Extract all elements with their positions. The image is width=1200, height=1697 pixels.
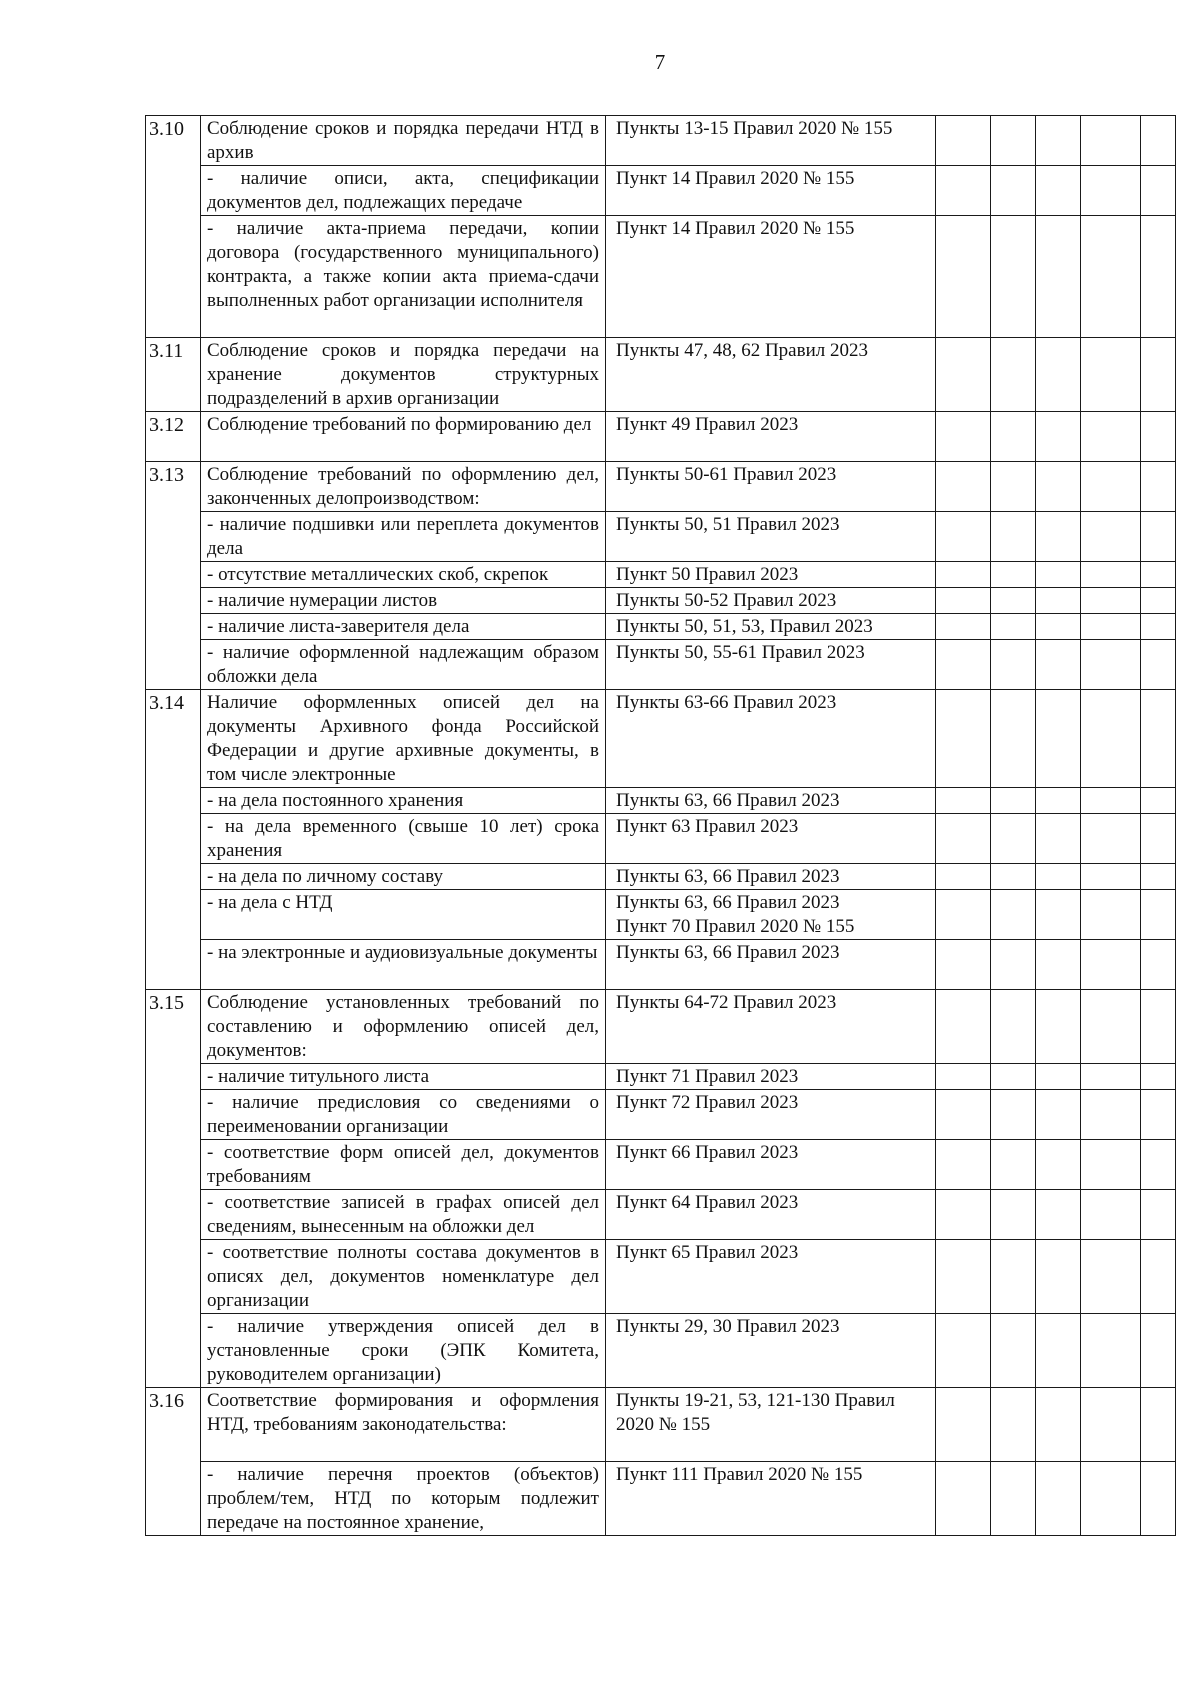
mark-cell xyxy=(1141,462,1176,512)
reference-cell xyxy=(606,1190,936,1240)
mark-cell xyxy=(936,562,991,588)
mark-cell xyxy=(1141,338,1176,412)
mark-cell xyxy=(991,990,1036,1064)
table-row xyxy=(146,412,1176,462)
mark-cell xyxy=(936,640,991,690)
requirement-text: - наличие утверждения описей дел в установленные сроки (ЭПК Комитета, руководителем организации) xyxy=(201,1314,606,1388)
mark-cell xyxy=(1036,562,1081,588)
mark-cell xyxy=(991,690,1036,788)
mark-cell xyxy=(991,462,1036,512)
mark-cell xyxy=(1141,890,1176,940)
table-row xyxy=(146,216,1176,338)
mark-cell xyxy=(1036,990,1081,1064)
mark-cell xyxy=(936,940,991,990)
reference-cell xyxy=(606,116,936,166)
reference-cell xyxy=(606,940,936,990)
mark-cell xyxy=(1036,588,1081,614)
requirement-text: - соответствие записей в графах описей дел сведениям, вынесенным на обложки дел xyxy=(201,1190,606,1240)
reference-cell xyxy=(606,614,936,640)
reference-cell xyxy=(606,512,936,562)
mark-cell xyxy=(991,588,1036,614)
mark-cell xyxy=(1036,216,1081,338)
item-number xyxy=(146,1190,201,1240)
reference-cell xyxy=(606,890,936,940)
mark-cell xyxy=(936,1388,991,1462)
reference-cell xyxy=(606,788,936,814)
requirement-text: - наличие нумерации листов xyxy=(201,588,606,614)
requirement-text: - на дела по личному составу xyxy=(201,864,606,890)
mark-cell xyxy=(936,1064,991,1090)
mark-cell xyxy=(1036,116,1081,166)
mark-cell xyxy=(1141,690,1176,788)
table-row xyxy=(146,990,1176,1064)
reference-cell xyxy=(606,640,936,690)
mark-cell xyxy=(1036,1140,1081,1190)
requirement-text: - отсутствие металлических скоб, скрепок xyxy=(201,562,606,588)
requirement-text: Соблюдение установленных требований по составлению и оформлению описей дел, документов: xyxy=(201,990,606,1064)
mark-cell xyxy=(1036,890,1081,940)
item-number xyxy=(146,1462,201,1536)
mark-cell xyxy=(1081,338,1141,412)
mark-cell xyxy=(1081,216,1141,338)
mark-cell xyxy=(1081,940,1141,990)
reference-text: Пункт 49 Правил 2023 xyxy=(616,414,799,435)
mark-cell xyxy=(1036,1064,1081,1090)
mark-cell xyxy=(1081,1240,1141,1314)
mark-cell xyxy=(1036,788,1081,814)
table-row xyxy=(146,890,1176,940)
requirement-text: - наличие подшивки или переплета документов дела xyxy=(201,512,606,562)
reference-cell xyxy=(606,588,936,614)
reference-cell xyxy=(606,166,936,216)
mark-cell xyxy=(1036,1190,1081,1240)
table-row xyxy=(146,1140,1176,1190)
mark-cell xyxy=(1081,588,1141,614)
mark-cell xyxy=(936,462,991,512)
reference-cell xyxy=(606,462,936,512)
mark-cell xyxy=(936,990,991,1064)
item-number: 3.11 xyxy=(146,338,201,412)
mark-cell xyxy=(1081,1314,1141,1388)
table-row xyxy=(146,1240,1176,1314)
table-row xyxy=(146,588,1176,614)
mark-cell xyxy=(936,788,991,814)
reference-text: Пункты 13-15 Правил 2020 № 155 xyxy=(616,118,893,139)
requirement-text: Соблюдение сроков и порядка передачи НТД в архив xyxy=(201,116,606,166)
mark-cell xyxy=(1081,1462,1141,1536)
requirement-text: - наличие титульного листа xyxy=(201,1064,606,1090)
reference-text: Пункты 50, 55-61 Правил 2023 xyxy=(616,642,865,663)
mark-cell xyxy=(1141,166,1176,216)
reference-cell xyxy=(606,1388,936,1462)
reference-text: Пункт 14 Правил 2020 № 155 xyxy=(616,218,855,239)
mark-cell xyxy=(936,1462,991,1536)
table-row xyxy=(146,562,1176,588)
mark-cell xyxy=(991,890,1036,940)
reference-text: Пункты 50-52 Правил 2023 xyxy=(616,590,837,611)
reference-text: Пункт 72 Правил 2023 xyxy=(616,1092,799,1113)
mark-cell xyxy=(1081,562,1141,588)
mark-cell xyxy=(1141,1314,1176,1388)
mark-cell xyxy=(1141,1064,1176,1090)
item-number xyxy=(146,562,201,588)
item-number xyxy=(146,1090,201,1140)
mark-cell xyxy=(1081,640,1141,690)
item-number xyxy=(146,1314,201,1388)
item-number xyxy=(146,864,201,890)
mark-cell xyxy=(1081,614,1141,640)
reference-text: Пункты 47, 48, 62 Правил 2023 xyxy=(616,340,868,361)
mark-cell xyxy=(1141,1190,1176,1240)
reference-text: Пункт 66 Правил 2023 xyxy=(616,1142,799,1163)
mark-cell xyxy=(991,412,1036,462)
mark-cell xyxy=(1081,814,1141,864)
mark-cell xyxy=(936,690,991,788)
requirement-text: Соблюдение требований по оформлению дел, законченных делопроизводством: xyxy=(201,462,606,512)
table-row xyxy=(146,116,1176,166)
item-number: 3.14 xyxy=(146,690,201,788)
mark-cell xyxy=(936,814,991,864)
table-row xyxy=(146,940,1176,990)
item-number xyxy=(146,890,201,940)
reference-text: Пункты 50, 51 Правил 2023 xyxy=(616,514,840,535)
item-number: 3.10 xyxy=(146,116,201,166)
mark-cell xyxy=(1036,640,1081,690)
item-number xyxy=(146,614,201,640)
requirement-text: - наличие описи, акта, спецификации документов дел, подлежащих передаче xyxy=(201,166,606,216)
mark-cell xyxy=(936,512,991,562)
mark-cell xyxy=(1036,940,1081,990)
mark-cell xyxy=(1081,1090,1141,1140)
mark-cell xyxy=(991,1388,1036,1462)
checklist-table-body xyxy=(146,116,1176,1536)
table-row xyxy=(146,814,1176,864)
mark-cell xyxy=(1036,614,1081,640)
mark-cell xyxy=(1141,588,1176,614)
requirement-text: Соблюдение сроков и порядка передачи на хранение документов структурных подразделений в архив организации xyxy=(201,338,606,412)
mark-cell xyxy=(936,116,991,166)
requirement-text: - наличие акта-приема передачи, копии договора (государственного муниципального) контракта, а также копии акта приема-сдачи выполненных работ организации исполнителя xyxy=(201,216,606,338)
mark-cell xyxy=(936,338,991,412)
reference-text: Пункты 63-66 Правил 2023 xyxy=(616,692,837,713)
reference-text: Пункты 63, 66 Правил 2023 xyxy=(616,866,840,887)
mark-cell xyxy=(1141,788,1176,814)
mark-cell xyxy=(991,814,1036,864)
mark-cell xyxy=(1036,338,1081,412)
reference-text: Пункты 64-72 Правил 2023 xyxy=(616,992,837,1013)
item-number xyxy=(146,588,201,614)
mark-cell xyxy=(1141,1090,1176,1140)
checklist-table xyxy=(145,115,1176,1536)
reference-text: Пункт 50 Правил 2023 xyxy=(616,564,799,585)
mark-cell xyxy=(936,1090,991,1140)
mark-cell xyxy=(936,1314,991,1388)
reference-text: Пункты 50-61 Правил 2023 xyxy=(616,464,837,485)
item-number xyxy=(146,788,201,814)
reference-text: Пункты 63, 66 Правил 2023 xyxy=(616,790,840,811)
item-number: 3.12 xyxy=(146,412,201,462)
item-number xyxy=(146,512,201,562)
mark-cell xyxy=(936,1190,991,1240)
requirement-text: - наличие оформленной надлежащим образом обложки дела xyxy=(201,640,606,690)
requirement-text: - наличие листа-заверителя дела xyxy=(201,614,606,640)
reference-cell xyxy=(606,412,936,462)
reference-cell xyxy=(606,690,936,788)
table-row xyxy=(146,1462,1176,1536)
mark-cell xyxy=(991,1190,1036,1240)
mark-cell xyxy=(991,788,1036,814)
requirement-text: Наличие оформленных описей дел на документы Архивного фонда Российской Федерации и другие архивные документы, в том числе электронные xyxy=(201,690,606,788)
mark-cell xyxy=(1141,116,1176,166)
mark-cell xyxy=(936,166,991,216)
mark-cell xyxy=(991,1090,1036,1140)
mark-cell xyxy=(1081,512,1141,562)
item-number xyxy=(146,640,201,690)
requirement-text: - на электронные и аудиовизуальные документы xyxy=(201,940,606,990)
item-number xyxy=(146,940,201,990)
table-row xyxy=(146,1190,1176,1240)
item-number xyxy=(146,1064,201,1090)
table-row xyxy=(146,614,1176,640)
mark-cell xyxy=(936,1240,991,1314)
mark-cell xyxy=(1081,890,1141,940)
reference-text: Пункт 64 Правил 2023 xyxy=(616,1192,799,1213)
mark-cell xyxy=(1141,1240,1176,1314)
mark-cell xyxy=(1036,1240,1081,1314)
mark-cell xyxy=(1081,166,1141,216)
reference-cell xyxy=(606,1140,936,1190)
item-number xyxy=(146,216,201,338)
table-row xyxy=(146,512,1176,562)
mark-cell xyxy=(991,940,1036,990)
mark-cell xyxy=(1081,690,1141,788)
mark-cell xyxy=(1081,1064,1141,1090)
mark-cell xyxy=(1141,940,1176,990)
mark-cell xyxy=(1141,216,1176,338)
mark-cell xyxy=(1141,1140,1176,1190)
mark-cell xyxy=(1081,462,1141,512)
table-row xyxy=(146,1064,1176,1090)
mark-cell xyxy=(991,864,1036,890)
reference-cell xyxy=(606,1462,936,1536)
mark-cell xyxy=(1081,1140,1141,1190)
mark-cell xyxy=(1141,640,1176,690)
mark-cell xyxy=(1141,814,1176,864)
mark-cell xyxy=(1141,412,1176,462)
requirement-text: - соответствие форм описей дел, документов требованиям xyxy=(201,1140,606,1190)
mark-cell xyxy=(991,1240,1036,1314)
mark-cell xyxy=(1036,814,1081,864)
mark-cell xyxy=(1141,614,1176,640)
reference-cell xyxy=(606,1240,936,1314)
mark-cell xyxy=(1036,1388,1081,1462)
mark-cell xyxy=(1141,512,1176,562)
mark-cell xyxy=(1036,864,1081,890)
requirement-text: - наличие предисловия со сведениями о переименовании организации xyxy=(201,1090,606,1140)
reference-text: Пункты 19-21, 53, 121-130 Правил 2020 № 155 xyxy=(616,1390,895,1435)
page-number: 7 xyxy=(654,50,666,74)
requirement-text: - на дела постоянного хранения xyxy=(201,788,606,814)
item-number: 3.13 xyxy=(146,462,201,512)
mark-cell xyxy=(991,1140,1036,1190)
mark-cell xyxy=(1081,116,1141,166)
mark-cell xyxy=(1141,864,1176,890)
table-row xyxy=(146,640,1176,690)
reference-text: Пункт 71 Правил 2023 xyxy=(616,1066,799,1087)
table-row xyxy=(146,690,1176,788)
mark-cell xyxy=(1081,412,1141,462)
mark-cell xyxy=(1081,1388,1141,1462)
mark-cell xyxy=(1036,1314,1081,1388)
reference-cell xyxy=(606,814,936,864)
mark-cell xyxy=(991,216,1036,338)
requirement-text: - наличие перечня проектов (объектов) проблем/тем, НТД по которым подлежит передаче на постоянное хранение, xyxy=(201,1462,606,1536)
reference-text: Пункты 63, 66 Правил 2023 xyxy=(616,892,840,913)
table-row xyxy=(146,166,1176,216)
table-row xyxy=(146,788,1176,814)
reference-text: Пункты 63, 66 Правил 2023 xyxy=(616,942,840,963)
item-number xyxy=(146,166,201,216)
reference-cell xyxy=(606,562,936,588)
item-number xyxy=(146,1240,201,1314)
requirement-text: - на дела с НТД xyxy=(201,890,606,940)
mark-cell xyxy=(1141,990,1176,1064)
mark-cell xyxy=(991,116,1036,166)
item-number xyxy=(146,1140,201,1190)
mark-cell xyxy=(936,864,991,890)
table-row xyxy=(146,338,1176,412)
requirement-text: - на дела временного (свыше 10 лет) срока хранения xyxy=(201,814,606,864)
mark-cell xyxy=(1036,166,1081,216)
mark-cell xyxy=(1081,1190,1141,1240)
mark-cell xyxy=(1036,462,1081,512)
reference-text: Пункт 65 Правил 2023 xyxy=(616,1242,799,1263)
mark-cell xyxy=(1036,1090,1081,1140)
reference-text-secondary: Пункт 70 Правил 2020 № 155 xyxy=(616,916,855,937)
table-row xyxy=(146,1314,1176,1388)
mark-cell xyxy=(1141,1462,1176,1536)
mark-cell xyxy=(991,1462,1036,1536)
mark-cell xyxy=(1036,512,1081,562)
reference-text: Пункты 50, 51, 53, Правил 2023 xyxy=(616,616,873,637)
mark-cell xyxy=(936,614,991,640)
table-row xyxy=(146,1090,1176,1140)
reference-cell xyxy=(606,1090,936,1140)
mark-cell xyxy=(991,512,1036,562)
requirement-text: Соответствие формирования и оформления НТД, требованиям законодательства: xyxy=(201,1388,606,1462)
reference-text: Пункт 14 Правил 2020 № 155 xyxy=(616,168,855,189)
mark-cell xyxy=(1141,1388,1176,1462)
mark-cell xyxy=(936,890,991,940)
requirement-text: - соответствие полноты состава документов в описях дел, документов номенклатуре дел организации xyxy=(201,1240,606,1314)
mark-cell xyxy=(1036,412,1081,462)
reference-text: Пункт 111 Правил 2020 № 155 xyxy=(616,1464,863,1485)
item-number: 3.15 xyxy=(146,990,201,1064)
mark-cell xyxy=(1036,690,1081,788)
mark-cell xyxy=(991,1064,1036,1090)
mark-cell xyxy=(1036,1462,1081,1536)
reference-cell xyxy=(606,990,936,1064)
table-row xyxy=(146,1388,1176,1462)
reference-text: Пункты 29, 30 Правил 2023 xyxy=(616,1316,840,1337)
mark-cell xyxy=(991,1314,1036,1388)
reference-cell xyxy=(606,864,936,890)
mark-cell xyxy=(936,1140,991,1190)
mark-cell xyxy=(991,166,1036,216)
table-row xyxy=(146,462,1176,512)
mark-cell xyxy=(1081,788,1141,814)
mark-cell xyxy=(1141,562,1176,588)
mark-cell xyxy=(991,338,1036,412)
mark-cell xyxy=(936,216,991,338)
mark-cell xyxy=(936,412,991,462)
requirement-text: Соблюдение требований по формированию дел xyxy=(201,412,606,462)
mark-cell xyxy=(1081,864,1141,890)
item-number: 3.16 xyxy=(146,1388,201,1462)
reference-cell xyxy=(606,1314,936,1388)
mark-cell xyxy=(936,588,991,614)
reference-cell xyxy=(606,216,936,338)
mark-cell xyxy=(991,640,1036,690)
table-row xyxy=(146,864,1176,890)
mark-cell xyxy=(991,614,1036,640)
reference-text: Пункт 63 Правил 2023 xyxy=(616,816,799,837)
mark-cell xyxy=(991,562,1036,588)
reference-cell xyxy=(606,338,936,412)
reference-cell xyxy=(606,1064,936,1090)
item-number xyxy=(146,814,201,864)
mark-cell xyxy=(1081,990,1141,1064)
